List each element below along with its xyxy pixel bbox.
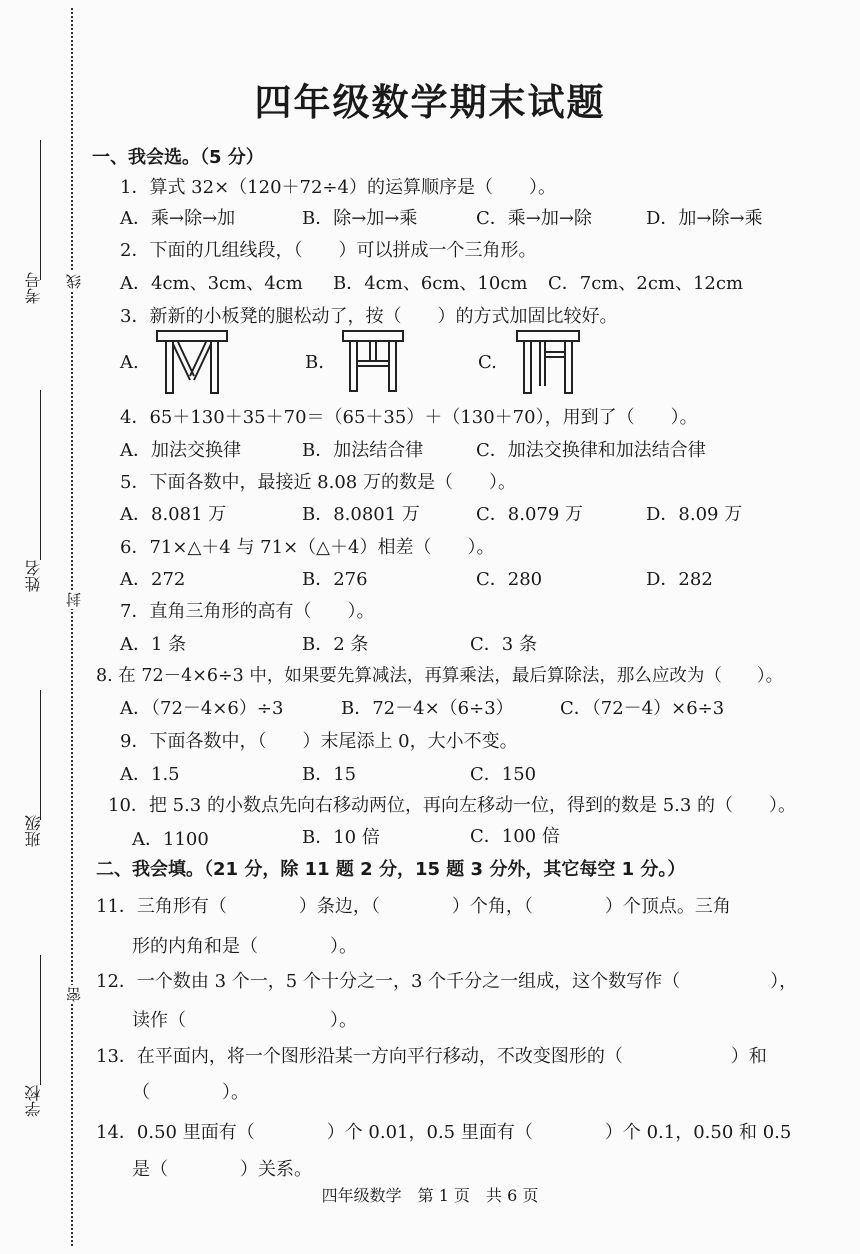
question-14-line-2: 是（ ）关系。 — [132, 1159, 312, 1180]
q5-option-a: A．8.081 万 — [120, 504, 227, 525]
q6-option-c: C．280 — [476, 569, 543, 590]
q7-option-b: B．2 条 — [302, 634, 369, 655]
q9-option-b: B．15 — [302, 764, 357, 785]
q10-option-a: A．1100 — [132, 829, 209, 850]
q5-option-c: C．8.079 万 — [476, 504, 584, 525]
school-label: 学校 — [24, 1085, 43, 1117]
page-title: 四年级数学期末试题 — [254, 81, 606, 124]
name-label: 姓名 — [24, 560, 43, 592]
stool-c-vertical-bars — [516, 330, 580, 394]
question-13: 13．在平面内，将一个图形沿某一方向平行移动，不改变图形的（ ）和 — [96, 1046, 767, 1067]
question-12-line-2: 读作（ ）。 — [132, 1010, 357, 1031]
q10-option-b: B．10 倍 — [302, 827, 380, 848]
binding-mark-line: 线 — [65, 274, 83, 289]
q6-option-b: B．276 — [302, 569, 368, 590]
question-11-line-2: 形的内角和是（ ）。 — [132, 936, 357, 957]
question-4: 4．65＋130＋35＋70＝（65＋35）＋（130＋70），用到了（ ）。 — [120, 407, 698, 428]
question-7: 7．直角三角形的高有（ ）。 — [120, 601, 375, 622]
question-8: 8. 在 72－4×6÷3 中，如果要先算减法，再算乘法，最后算除法，那么应改为（ ）。 — [96, 666, 784, 686]
q1-option-a: A．乘→除→加 — [120, 208, 236, 229]
q4-option-b: B．加法结合律 — [302, 440, 424, 461]
q8-option-c: C．（72－4）×6÷3 — [560, 698, 725, 719]
q2-option-b: B．4cm、6cm、10cm — [333, 273, 528, 294]
q8-option-a: A．（72－4×6）÷3 — [120, 698, 284, 719]
question-3: 3．新新的小板凳的腿松动了，按（ ）的方式加固比较好。 — [120, 306, 618, 327]
question-13-line-2: （ ）。 — [132, 1082, 249, 1103]
question-1: 1．算式 32×（120＋72÷4）的运算顺序是（ ）。 — [120, 177, 556, 198]
class-label: 班级 — [24, 815, 43, 847]
question-2: 2．下面的几组线段，（ ）可以拼成一个三角形。 — [120, 240, 537, 261]
stool-b-crossbar — [342, 330, 404, 392]
q1-option-b: B．除→加→乘 — [302, 208, 418, 229]
stool-a-diagonal-brace — [156, 330, 228, 394]
question-11: 11．三角形有（ ）条边，（ ）个角，（ ）个顶点。三角 — [96, 896, 731, 917]
class-blank — [40, 690, 41, 820]
q2-option-a: A．4cm、3cm、4cm — [120, 273, 303, 294]
school-blank — [40, 955, 41, 1085]
q10-option-c: C．100 倍 — [470, 826, 560, 847]
binding-mark-seal: 封 — [65, 592, 83, 607]
q7-option-a: A．1 条 — [120, 634, 187, 655]
q2-option-c: C．7cm、2cm、12cm — [548, 273, 744, 294]
section-2-heading: 二、我会填。（21 分，除 11 题 2 分，15 题 3 分外，其它每空 1 分。） — [96, 859, 686, 880]
q8-option-b: B．72－4×（6÷3） — [341, 698, 514, 719]
q3-option-a: A. — [120, 352, 139, 373]
q9-option-a: A．1.5 — [120, 764, 180, 785]
binding-mark-secret: 密 — [65, 987, 83, 1002]
exam-no-blank — [40, 140, 41, 280]
q5-option-b: B．8.0801 万 — [302, 504, 420, 525]
q4-option-a: A．加法交换律 — [120, 440, 241, 461]
q1-option-c: C．乘→加→除 — [476, 208, 592, 229]
question-10: 10．把 5.3 的小数点先向右移动两位，再向左移动一位，得到的数是 5.3 的（ ）。 — [108, 795, 797, 816]
page-footer: 四年级数学 第 1 页 共 6 页 — [321, 1186, 539, 1205]
q5-option-d: D．8.09 万 — [646, 504, 743, 525]
question-9: 9．下面各数中，（ ）末尾添上 0，大小不变。 — [120, 731, 518, 752]
q6-option-a: A．272 — [120, 569, 186, 590]
binding-dotted-line — [71, 8, 73, 1246]
q9-option-c: C．150 — [470, 764, 537, 785]
question-12: 12．一个数由 3 个一，5 个十分之一，3 个千分之一组成，这个数写作（ ）， — [96, 971, 798, 992]
exam-no-label: 考号 — [24, 272, 43, 304]
name-blank — [40, 390, 41, 560]
question-5: 5．下面各数中，最接近 8.08 万的数是（ ）。 — [120, 472, 516, 493]
q6-option-d: D．282 — [646, 569, 713, 590]
q3-option-c: C. — [478, 352, 497, 373]
q1-option-d: D．加→除→乘 — [646, 208, 763, 229]
question-14: 14．0.50 里面有（ ）个 0.01，0.5 里面有（ ）个 0.1，0.50 和 0.5 — [96, 1122, 792, 1143]
question-6: 6．71×△＋4 与 71×（△＋4）相差（ ）。 — [120, 537, 495, 558]
q7-option-c: C．3 条 — [470, 634, 537, 655]
q4-option-c: C．加法交换律和加法结合律 — [476, 440, 706, 461]
q3-option-b: B. — [305, 352, 324, 373]
section-1-heading: 一、我会选。（5 分） — [92, 147, 264, 168]
